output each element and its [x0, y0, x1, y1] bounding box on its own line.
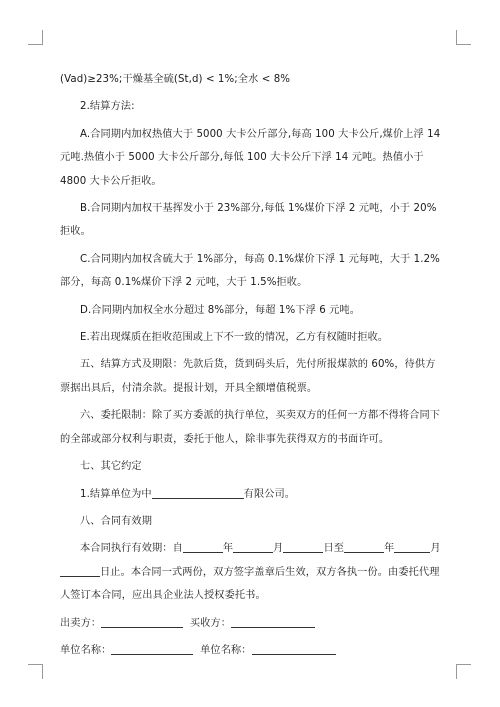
- seller-label: 出卖方：: [60, 617, 102, 629]
- settlement-method-heading: 2.结算方法:: [80, 101, 135, 113]
- end-month-blank[interactable]: [394, 540, 430, 553]
- clause-d: D.合同期内加权全水分超过 8%部分，每超 1%下浮 6 元吨。: [80, 304, 360, 316]
- seller-blank[interactable]: [101, 615, 183, 628]
- settlement-unit-blank[interactable]: [152, 486, 244, 499]
- unit-name-label-2: 单位名称：: [200, 644, 252, 656]
- unit-name-blank-1[interactable]: [111, 642, 193, 655]
- signature-parties-row: [60, 612, 445, 635]
- crop-mark-bottom-left: [28, 664, 43, 679]
- crop-mark-top-left: [28, 30, 43, 45]
- buyer-blank[interactable]: [231, 615, 315, 628]
- start-year-blank[interactable]: [183, 540, 223, 553]
- unit-name-blank-2[interactable]: [252, 642, 336, 655]
- section-7-heading: 七、其它约定: [80, 461, 142, 473]
- validity-paragraph: 本合同执行有效期：自 年 月 日至 年 月日止。本合同一式两份，双方签字盖章后生效，双方各执一份。由委托代理人签订本合同，应出具企业法人授权委托书。: [60, 537, 445, 607]
- crop-mark-top-right: [456, 30, 471, 45]
- clause-c: C.合同期内加权含硫大于 1%部分，每高 0.1%煤价下浮 1 元每吨，大于 1.2%部分，每高 0.1%煤价下浮 2 元吨，大于 1.5%拒收。: [60, 253, 440, 289]
- quality-spec-line: (Vad)≥23%;干燥基全硫(St,d) < 1%;全水 < 8%: [60, 74, 291, 85]
- end-day-blank[interactable]: [60, 564, 100, 577]
- start-month-blank[interactable]: [233, 540, 273, 553]
- signature-units-row: [60, 639, 445, 662]
- section-6-delegation-limits: 六、委托限制：除了买方委派的执行单位，买卖双方的任何一方都不得将合同下的全部或部分权利与职责，委托于他人，除非事先获得双方的书面许可。: [60, 410, 441, 445]
- clause-e: E.若出现煤质在拒收范围或上下不一致的情况，乙方有权随时拒收。: [80, 332, 389, 344]
- buyer-label: 买收方：: [189, 617, 231, 629]
- clause-b: B.合同期内加权干基挥发小于 23%部分,每低 1%煤价下浮 2 元吨，小于 20%拒收。: [60, 203, 437, 238]
- item-1-settlement-unit: 1.结算单位为中 有限公司。: [60, 483, 445, 506]
- crop-mark-bottom-right: [456, 664, 471, 679]
- document-body: [60, 68, 445, 662]
- section-5-settlement-terms: 五、结算方式及期限：先款后货，货到码头后，先付所报煤款的 60%，待供方票据出具后，付清余款。提报计划，开具全额增值税票。: [60, 359, 436, 394]
- clause-a: A.合同期内加权热值大于 5000 大卡公斤部分,每高 100 大卡公斤,煤价上浮 14 元吨.热值小于 5000 大卡公斤部分,每低 100 大卡公斤下浮 14 元吨。热值小于 4800 大卡公斤拒收。: [60, 128, 444, 187]
- end-year-blank[interactable]: [344, 540, 384, 553]
- section-8-heading: 八、合同有效期: [80, 515, 153, 527]
- start-day-blank[interactable]: [283, 540, 323, 553]
- unit-name-label-1: 单位名称：: [60, 644, 112, 656]
